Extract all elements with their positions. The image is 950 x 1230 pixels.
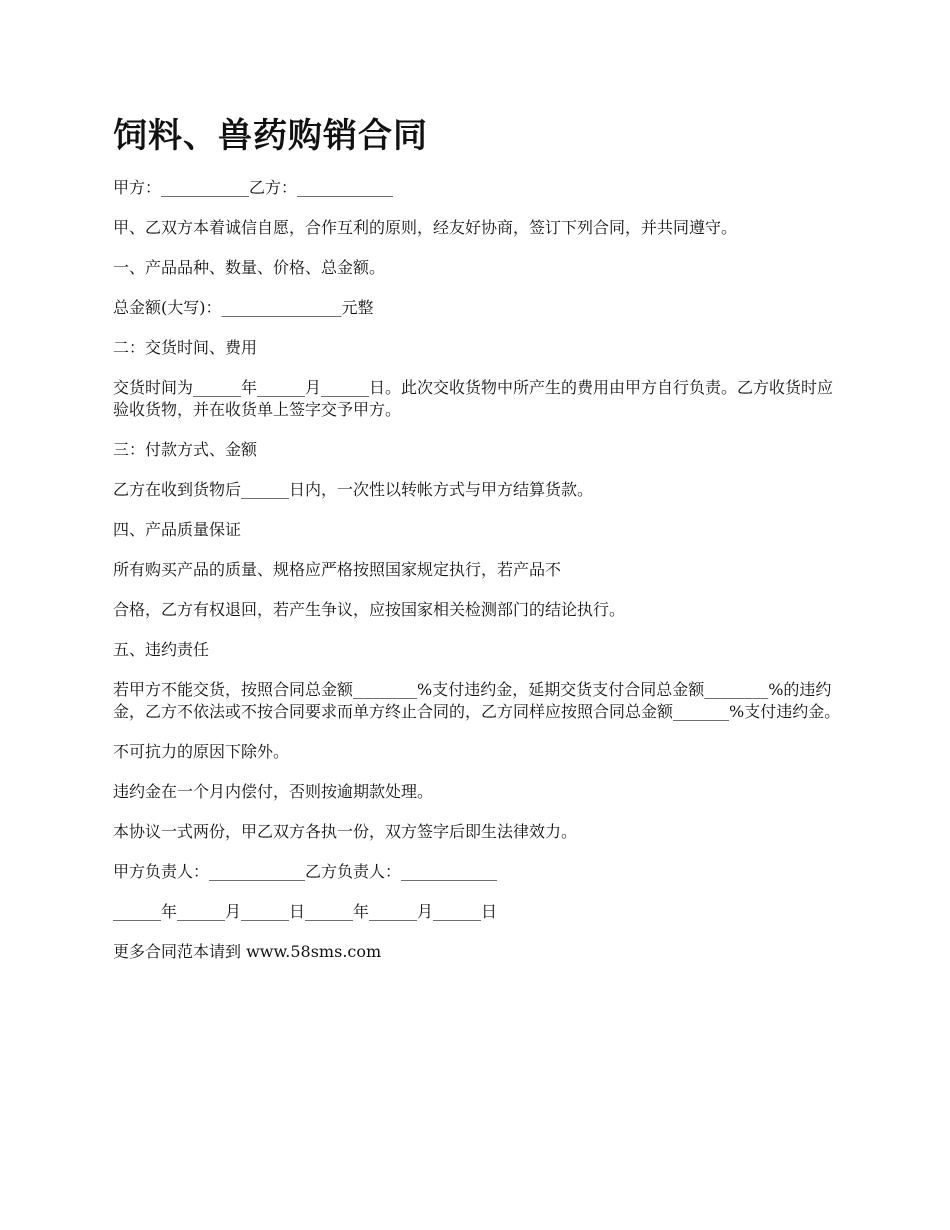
force-majeure-line: 不可抗力的原因下除外。	[113, 742, 290, 761]
party-names-line: 甲方：___________乙方：____________	[113, 178, 394, 197]
section-2-heading: 二：交货时间、费用	[113, 338, 258, 357]
signature-dates-line: ______年______月______日______年______月______日	[113, 902, 498, 921]
signatories-line: 甲方负责人：____________乙方负责人：____________	[113, 862, 498, 881]
section-5-heading: 五、违约责任	[113, 640, 210, 659]
contract-document	[113, 112, 843, 981]
section-1-heading: 一、产品品种、数量、价格、总金额。	[113, 258, 386, 277]
penalty-payment-line: 违约金在一个月内偿付，否则按逾期款处理。	[113, 782, 434, 801]
total-amount-line: 总金额(大写)：_______________元整	[113, 298, 374, 317]
footer-website-line: 更多合同范本请到 www.58sms.com	[113, 942, 382, 961]
preamble-paragraph: 甲、乙双方本着诚信自愿，合作互利的原则，经友好协商，签订下列合同，并共同遵守。	[113, 218, 738, 237]
section-3-heading: 三：付款方式、金额	[113, 440, 258, 459]
copies-line: 本协议一式两份，甲乙双方各执一份，双方签字后即生法律效力。	[113, 822, 578, 841]
section-4-heading: 四、产品质量保证	[113, 520, 242, 539]
delivery-paragraph: 交货时间为______年______月______日。此次交收货物中所产生的费用由甲方自行负责。乙方收货时应验收货物，并在收货单上签字交予甲方。	[113, 378, 834, 419]
payment-paragraph: 乙方在收到货物后______日内，一次性以转帐方式与甲方结算货款。	[113, 480, 594, 499]
quality-paragraph-2: 合格，乙方有权退回，若产生争议，应按国家相关检测部门的结论执行。	[113, 600, 626, 619]
document-title: 饲料、兽药购销合同	[113, 116, 428, 156]
quality-paragraph-1: 所有购买产品的质量、规格应严格按照国家规定执行，若产品不	[113, 560, 562, 579]
breach-paragraph: 若甲方不能交货，按照合同总金额________%支付违约金，延期交货支付合同总金额________%的违约金，乙方不依法或不按合同要求而单方终止合同的，乙方同样应按照合同总金额_______%支付违约金。	[113, 680, 841, 721]
